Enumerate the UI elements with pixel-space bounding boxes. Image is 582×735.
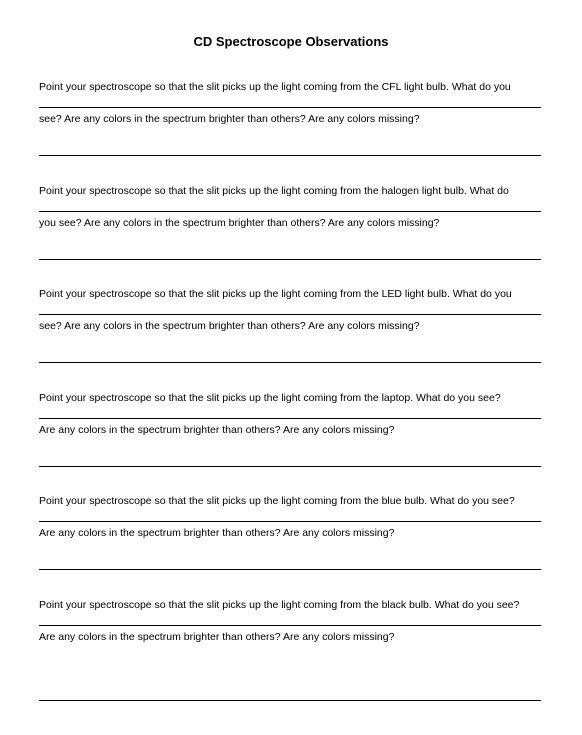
answer-line[interactable]	[39, 466, 541, 467]
question-text-line: Point your spectroscope so that the slit picks up the light coming from the laptop. What do you see?	[39, 392, 501, 404]
answer-line[interactable]	[39, 521, 541, 522]
answer-line[interactable]	[39, 362, 541, 363]
page-title: CD Spectroscope Observations	[193, 34, 389, 49]
question-text-line: Point your spectroscope so that the slit picks up the light coming from the blue bulb. What do you see?	[39, 495, 515, 507]
question-text-line: Point your spectroscope so that the slit picks up the light coming from the LED light bulb. What do you	[39, 288, 512, 300]
question-text-line: see? Are any colors in the spectrum brighter than others? Are any colors missing?	[39, 320, 420, 332]
question-text-line: Are any colors in the spectrum brighter than others? Are any colors missing?	[39, 424, 395, 436]
answer-line[interactable]	[39, 155, 541, 156]
question-text-line: Are any colors in the spectrum brighter than others? Are any colors missing?	[39, 631, 395, 643]
question-text-line: Point your spectroscope so that the slit picks up the light coming from the CFL light bulb. What do you	[39, 81, 511, 93]
answer-line[interactable]	[39, 211, 541, 212]
question-black-bulb	[39, 581, 547, 661]
answer-line[interactable]	[39, 700, 541, 701]
question-laptop	[39, 374, 547, 454]
question-blue-bulb	[39, 477, 547, 557]
answer-line[interactable]	[39, 107, 541, 108]
answer-line[interactable]	[39, 625, 541, 626]
answer-line[interactable]	[39, 569, 541, 570]
question-cfl	[39, 63, 547, 143]
question-text-line: Point your spectroscope so that the slit picks up the light coming from the halogen light bulb. What do	[39, 185, 509, 197]
question-text-line: see? Are any colors in the spectrum brighter than others? Are any colors missing?	[39, 113, 420, 125]
question-led	[39, 270, 547, 350]
question-text-line: Are any colors in the spectrum brighter than others? Are any colors missing?	[39, 527, 395, 539]
answer-line[interactable]	[39, 259, 541, 260]
question-halogen	[39, 167, 547, 247]
question-text-line: Point your spectroscope so that the slit picks up the light coming from the black bulb. What do you see?	[39, 599, 520, 611]
answer-line[interactable]	[39, 314, 541, 315]
answer-line[interactable]	[39, 418, 541, 419]
question-text-line: you see? Are any colors in the spectrum brighter than others? Are any colors missing?	[39, 217, 440, 229]
